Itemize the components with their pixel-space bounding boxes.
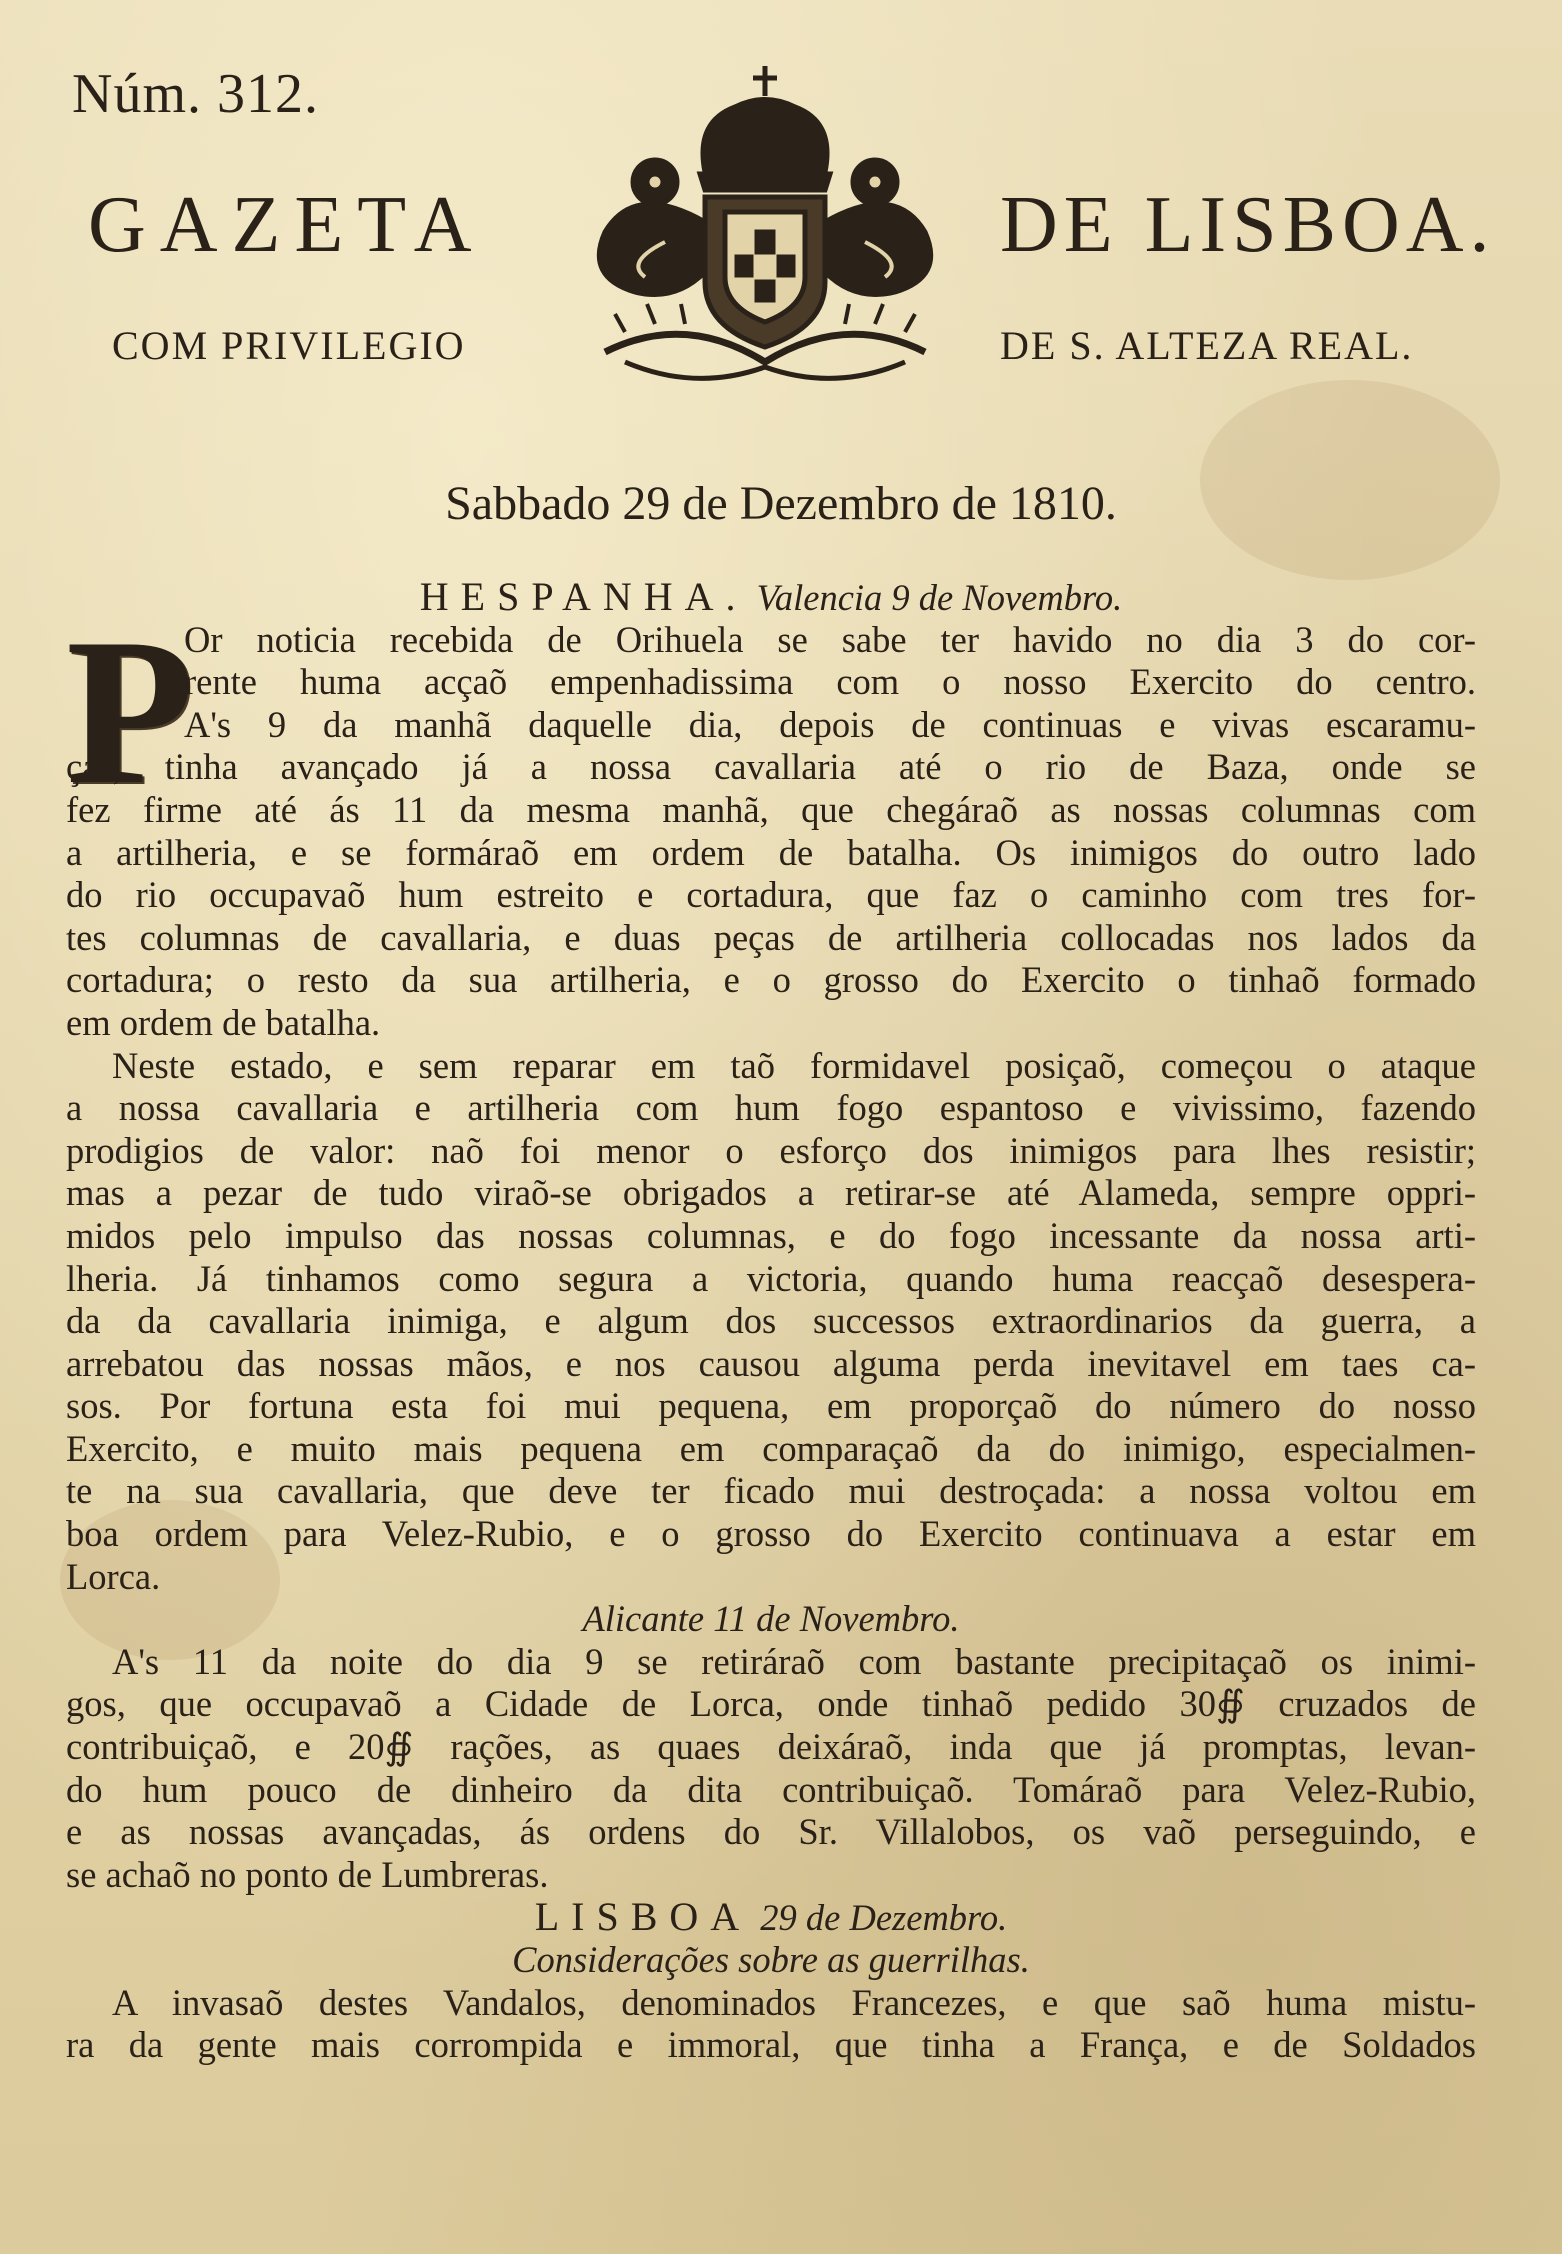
text-line: midos pelo impulso das nossas columnas, e do fogo incessante da nossa arti-: [66, 1214, 1476, 1256]
masthead-title-right: DE LISBOA.: [1000, 181, 1496, 269]
issue-date: Sabbado 29 de Dezembro de 1810.: [445, 477, 1117, 530]
masthead-title-left: GAZETA: [88, 181, 486, 269]
article-subtitle: Considerações sobre as guerrilhas.: [512, 1939, 1030, 1980]
text-line: rente huma acçaõ empenhadissima com o nosso Exercito do centro.: [184, 661, 1476, 703]
article-body: [66, 576, 1476, 2067]
article-heading: [66, 1896, 1476, 1939]
text-line: Neste estado, e sem reparar em taõ formidavel posiçaõ, começou o ataque: [112, 1044, 1476, 1086]
article-heading: [66, 576, 1476, 619]
text-line: cortadura; o resto da sua artilheria, e o grosso do Exercito o tinhaõ formado: [66, 959, 1476, 1001]
text-line: A's 11 da noite do dia 9 se retiráraõ com bastante precipitaçaõ os inimi-: [112, 1640, 1476, 1682]
text-line: ra da gente mais corrompida e immoral, que tinha a França, e de Soldados: [66, 2024, 1476, 2066]
text-line: a nossa cavallaria e artilheria com hum fogo espantoso e vivissimo, fazendo: [66, 1087, 1476, 1129]
text-line: gos, que occupavaõ a Cidade de Lorca, onde tinhaõ pedido 30∯ cruzados de: [66, 1683, 1476, 1725]
text-line: prodigios de valor: naõ foi menor o esforço dos inimigos para lhes resistir;: [66, 1129, 1476, 1171]
text-line: do hum pouco de dinheiro da dita contribuiçaõ. Tomáraõ para Velez-Rubio,: [66, 1768, 1476, 1810]
text-line: arrebatou das nossas mãos, e nos causou alguma perda inevitavel em taes ca-: [66, 1342, 1476, 1384]
dateline: 29 de Dezembro.: [760, 1897, 1008, 1939]
dateline: Alicante 11 de Novembro.: [582, 1598, 960, 1640]
text-line: fez firme até ás 11 da mesma manhã, que chegáraõ as nossas columnas com: [66, 788, 1476, 830]
text-line: Or noticia recebida de Orihuela se sabe ter havido no dia 3 do cor-: [184, 618, 1476, 660]
text-line: e as nossas avançadas, ás ordens do Sr. Villalobos, os vaõ perseguindo, e: [66, 1811, 1476, 1853]
text-line: em ordem de batalha.: [66, 1001, 381, 1043]
text-line: boa ordem para Velez-Rubio, e o grosso do Exercito continuava a estar em: [66, 1513, 1476, 1555]
text-line: tes columnas de cavallaria, e duas peças de artilheria collocadas nos lados da: [66, 916, 1476, 958]
drop-cap: P: [66, 596, 195, 828]
text-line: se achaõ no ponto de Lumbreras.: [66, 1853, 549, 1895]
country-heading: HESPANHA.: [419, 574, 748, 619]
privilege-right: DE S. ALTEZA REAL.: [1000, 323, 1414, 368]
text-line: A invasaõ destes Vandalos, denominados Francezes, e que saõ huma mistu-: [112, 1981, 1476, 2023]
text-line: A's 9 da manhã daquelle dia, depois de continuas e vivas escaramu-: [184, 703, 1476, 745]
text-line: ças, tinha avançado já a nossa cavallaria até o rio de Baza, onde se: [66, 746, 1476, 788]
text-line: Lorca.: [66, 1555, 161, 1597]
text-line: sos. Por fortuna esta foi mui pequena, em proporçaõ do número do nosso: [66, 1385, 1476, 1427]
dateline: Valencia 9 de Novembro.: [756, 577, 1123, 618]
text-line: mas a pezar de tudo viraõ-se obrigados a retirar-se até Alameda, sempre oppri-: [66, 1172, 1476, 1214]
text-line: Exercito, e muito mais pequena em comparaçaõ da do inimigo, especialmen-: [66, 1427, 1476, 1469]
privilege-left: COM PRIVILEGIO: [112, 323, 466, 368]
text-line: te na sua cavallaria, que deve ter ficado mui destroçada: a nossa voltou em: [66, 1470, 1476, 1512]
text-line: contribuiçaõ, e 20∯ rações, as quaes deixáraõ, inda que já promptas, levan-: [66, 1726, 1476, 1768]
article-heading: [66, 1598, 1476, 1641]
text-line: da da cavallaria inimiga, e algum dos successos extraordinarios da guerra, a: [66, 1300, 1476, 1342]
text-line: lheria. Já tinhamos como segura a victoria, quando huma reacçaõ desespera-: [66, 1257, 1476, 1299]
royal-coat-of-arms-icon: [565, 62, 965, 402]
city-heading: LISBOA: [534, 1894, 752, 1940]
text-line: do rio occupavaõ hum estreito e cortadura, que faz o caminho com tres for-: [66, 874, 1476, 916]
issue-number: Núm. 312.: [72, 63, 319, 125]
text-line: a artilheria, e se formáraõ em ordem de batalha. Os inimigos do outro lado: [66, 831, 1476, 873]
